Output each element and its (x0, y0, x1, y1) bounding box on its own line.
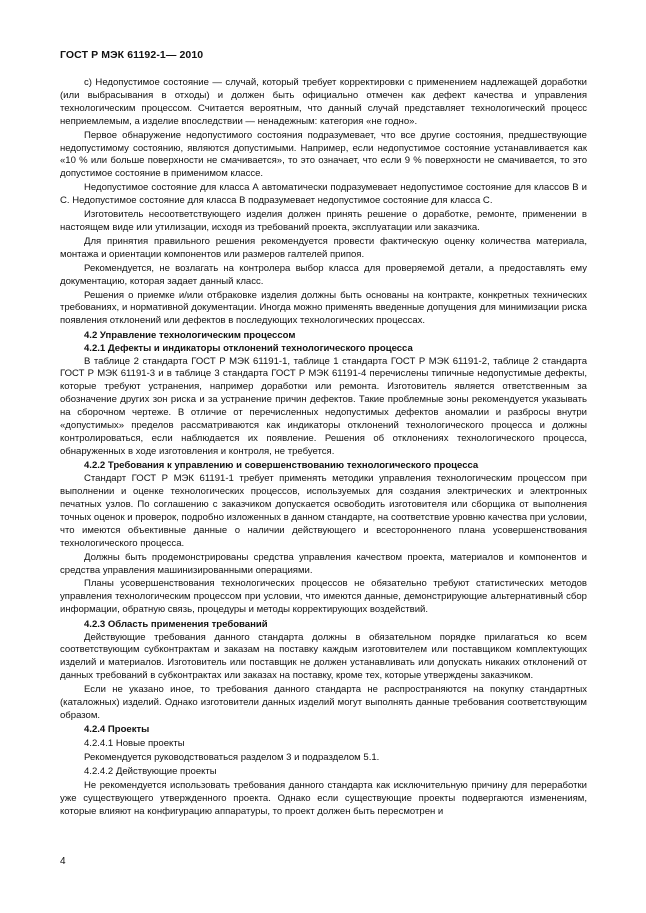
paragraph-new-projects: Рекомендуется руководствоваться разделом 3 и подразделом 5.1. (84, 752, 380, 764)
heading-4-2-1: 4.2.1 Дефекты и индикаторы отклонений технологического процесса (84, 342, 413, 354)
heading-4-2-4-1: 4.2.4.1 Новые проекты (84, 738, 185, 750)
paragraph-improvement-plans: Планы усовершенствования технологических процессов не обязательно требуют статистических методов управления технологическим процессом при условии, что имеются данные, демонстрирующие альтернативный сбор информации, обратную связь, процедуры и методы корректирующих воздействий. (60, 578, 587, 616)
paragraph-c-unacceptable: c) Недопустимое состояние — случай, который требует корректировки с применением надлежащей доработки (или выбрасывания в отходы) и должен быть официально отмечен как дефект качества и управления технологическим процессом. Считается вероятным, что данный случай представляет технологический процесс неприемлемым, а изделие впоследствии — ненадежным: категория «не годно». (60, 77, 587, 127)
page-header: ГОСТ Р МЭК 61192-1— 2010 (60, 49, 204, 61)
heading-4-2-4: 4.2.4 Проекты (84, 724, 150, 736)
paragraph-existing-projects: Не рекомендуется использовать требования данного стандарта как исключительную причину для переработки уже существующего утвержденного проекта. Однако если существующие проекты подвергаются изменениям, которые влияют на конфигурацию аппаратуры, то проект должен быть пересмотрен и (60, 780, 587, 817)
paragraph-inspector: Рекомендуется, не возлагать на контролера выбор класса для проверяемой детали, а предоставлять ему документацию, которая задает данный класс. (60, 262, 587, 287)
paragraph-manufacturer-decision: Изготовитель несоответствующего изделия должен принять решение о доработке, ремонте, применении в настоящем виде или утилизации, исходя из требований проекта, эксплуатации или заказчика. (60, 209, 587, 233)
paragraph-first-detection: Первое обнаружение недопустимого состояния подразумевает, что все другие состояния, предшествующие недопустимому состоянию, являются допустимыми. Например, если недопустимое состояние устанавливается как «10 % или больше поверхности не смачивается», то это означает, что если 9 % поверхности не смачивается, то это допустимое состояние в применимом классе. (60, 129, 587, 180)
page-body (60, 77, 587, 819)
paragraph-acceptance-decisions: Решения о приемке и/или отбраковке изделия должны быть основаны на контракте, конкретных технических требованиях, и нормативной документации. Иногда можно применять введенные допущения для минимизации риска появления отклонений или дефектов в последующих технологических процессах. (60, 289, 587, 327)
paragraph-class-a: Недопустимое состояние для класса А автоматически подразумевает недопустимое состояние для классов В и С. Недопустимое состояние для класса В подразумевает недопустимое состояние для класса С. (60, 182, 587, 207)
paragraph-scope: Действующие требования данного стандарта должны в обязательном порядке прилагаться ко всем соответствующим субконтрактам и заказам на поставку каждым изготовителем или поставщиком комплектующих изделий и материалов. Изготовитель или поставщик не должен устанавливать или допускать никаких отклонений от данных требований в субконтрактах или заказах на поставку, кроме тех, которые утверждены заказчиком. (60, 631, 587, 682)
heading-4-2-4-2: 4.2.4.2 Действующие проекты (84, 766, 217, 778)
paragraph-quality-means: Должны быть продемонстрированы средства управления качеством проекта, материалов и компонентов и средства управления машинизированными операциями. (60, 551, 587, 576)
paragraph-catalog-items: Если не указано иное, то требования данного стандарта не распространяются на покупку стандартных (каталожных) изделий. Однако изготовители данных изделий могут выполнять данные требования соответствующим образом. (60, 684, 587, 721)
page-number: 4 (60, 856, 66, 867)
heading-4-2-2: 4.2.2 Требования к управлению и совершенствованию технологического процесса (84, 460, 479, 472)
paragraph-standard-requirements: Стандарт ГОСТ Р МЭК 61191-1 требует применять методики управления технологическим процессом при выполнении и оценке технологических процессов, используемых для создания электрических и электронных печатных узлов. По соглашению с заказчиком допускается освободить изготовителя или сборщика от выполнения точных оценок и проверок, подробно изложенных в данном стандарте, на соответствие уровню качества при условии, что имеются объективные данные о наличии действующего и всесторонненого плана усовершенствования технологического процесса. (60, 473, 587, 549)
paragraph-defects-tables: В таблице 2 стандарта ГОСТ Р МЭК 61191-1, таблице 1 стандарта ГОСТ Р МЭК 61191-2, таблице 2 стандарта ГОСТ Р МЭК 61191-3 и в таблице 3 стандарта ГОСТ Р МЭК 61191-4 перечислены типичные недопустимые дефекты, которые требуют устранения, например доработки или ремонта. Изготовитель является ответственным за обозначение других зон риска и за устранение причин дефектов. Такие проблемные зоны рекомендуется указывать на сборочном чертеже. В отличие от перечисленных недопустимых дефектов аномалии и разбросы внутри «допустимых» пределов рассматриваются как индикаторы отклонений технологического процесса и должны контролироваться, если наблюдается их появление. Решения об отклонениях технологического процесса, обнаруженных в ходе изготовления и контроля, не требуется. (60, 355, 587, 457)
paragraph-correct-decision: Для принятия правильного решения рекомендуется провести фактическую оценку количества материала, монтажа и ориентации компонентов или размеров галтелей припоя. (60, 235, 587, 260)
heading-4-2: 4.2 Управление технологическим процессом (84, 329, 296, 341)
heading-4-2-3: 4.2.3 Область применения требований (84, 618, 268, 630)
